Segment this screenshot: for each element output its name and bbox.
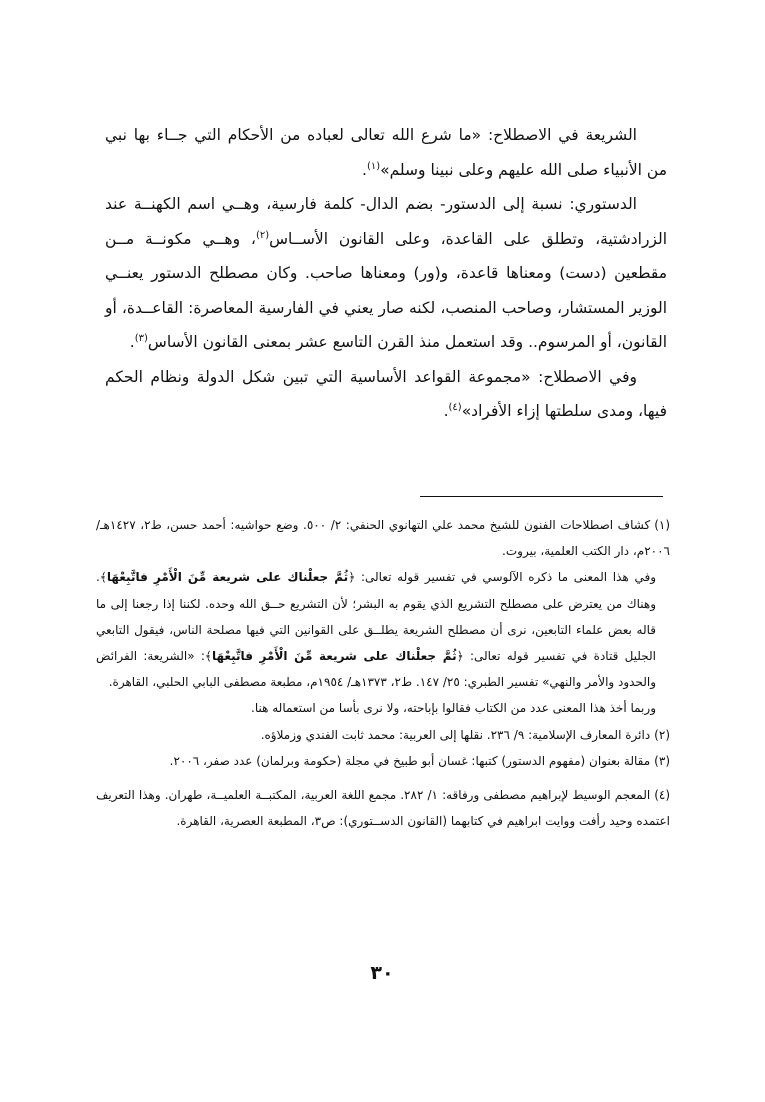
footnote-number: (٤) bbox=[654, 788, 671, 803]
footnote-ref-4[interactable]: (٤) bbox=[448, 401, 462, 413]
paragraph-dastouri-definition bbox=[105, 187, 667, 360]
footnote-3 bbox=[96, 748, 670, 774]
footnote-text: دائرة المعارف الإسلامية: ٩/ ٢٣٦. نقلها إلى العربية: محمد ثابت الفندي وزملاؤه. bbox=[260, 727, 651, 742]
paragraph-text: الدستوري: نسبة إلى الدستور- بضم الدال- كلمة فارسية، وهــي اسم الكهنــة عند الزرادشتية، وتطلق على القاعدة، وعلى القانون الأســاس bbox=[105, 195, 668, 248]
footnote-ref-3[interactable]: (٣) bbox=[134, 332, 148, 344]
footnote-number: (٢) bbox=[654, 727, 670, 742]
footnote-spacer bbox=[96, 774, 670, 782]
main-text bbox=[105, 118, 667, 429]
footnote-text: كشاف اصطلاحات الفنون للشيخ محمد علي التهانوي الحنفي: ٢/ ٥٠٠. وضع حواشيه: أحمد حسن، ط٢، ١٤٢٧هـ/ ٢٠٠٦م، دار الكتب العلمية، بيروت. bbox=[96, 518, 670, 559]
footnote-2 bbox=[96, 722, 670, 748]
quran-verse: ثُمَّ جعلْناك على شريعة مِّنَ الْأَمْرِ فاتَّبِعْهَا bbox=[106, 570, 349, 585]
footnote-separator bbox=[420, 496, 663, 497]
paragraph-text: . bbox=[443, 402, 449, 420]
footnote-1-continuation bbox=[96, 564, 670, 695]
paragraph-text: الشريعة في الاصطلاح: «ما شرع الله تعالى لعباده من الأحكام التي جــاء بها نبي من الأنبياء صلى الله عليهم وعلى نبينا وسلم» bbox=[105, 126, 667, 179]
paragraph-text: . bbox=[362, 160, 367, 179]
paragraph-sharia-definition bbox=[105, 118, 667, 187]
paragraph-constitution-definition bbox=[105, 360, 667, 429]
footnote-1 bbox=[96, 512, 670, 564]
footnote-ref-1[interactable]: (١) bbox=[366, 160, 381, 172]
footnote-1-note bbox=[96, 695, 670, 721]
paragraph-text: . bbox=[129, 333, 135, 351]
footnote-number: (١) bbox=[654, 518, 671, 532]
footnote-number: (٣) bbox=[654, 753, 670, 768]
footnotes bbox=[96, 512, 670, 834]
footnote-text: مقالة بعنوان (مفهوم الدستور) كتبها: غسان أبو طبيخ في مجلة (حكومة وبرلمان) عدد صفر، ٢٠٠٦. bbox=[169, 753, 651, 768]
quran-verse: ثُمَّ جعلْناك على شريعة مِّنَ الْأَمْرِ فاتَّبِعْهَا bbox=[211, 649, 457, 664]
footnote-ref-2[interactable]: (٢) bbox=[255, 229, 270, 241]
footnote-text: ﴾: «الشريعة: الفرائض والحدود والأمر والنهي» تفسير الطبري: ٢٥/ ١٤٧. ط٢، ١٣٧٣هـ/ ١٩٥٤م، مطبعة مصطفى البابي الحلبي، القاهرة. bbox=[96, 649, 656, 690]
page-number: ٣٠ bbox=[370, 962, 394, 984]
footnote-4 bbox=[96, 782, 670, 834]
footnote-text: وربما أخذ هذا المعنى عدد من الكتاب فقالوا بإباحته، ولا نرى بأسا من استعماله هنا. bbox=[251, 701, 656, 716]
footnote-text: وفي هذا المعنى ما ذكره الآلوسي في تفسير قوله تعالى: ﴿ bbox=[348, 570, 657, 585]
paragraph-text: وفي الاصطلاح: «مجموعة القواعد الأساسية التي تبين شكل الدولة ونظام الحكم فيها، ومدى سلطتها إزاء الأفراد» bbox=[105, 367, 667, 420]
footnote-text: ﴾. وهناك من يعترض على مصطلح التشريع الذي يقوم به البشر؛ لأن التشريع حــق الله وحده. لكننا إذا رجعنا إلى ما قاله بعض علماء التابعين، نرى أن مصطلح الشريعة يطلــق على القوانين التي فيها مصلحة الناس، فيقول التابعي الجليل قتادة في تفسير قوله تعالى: ﴿ bbox=[96, 570, 657, 664]
paragraph-text: ، وهــي مكونــة مــن مقطعين (دست) ومعناها قاعدة، و(ور) ومعناها صاحب. وكان مصطلح الدستور يعنــي الوزير المستشار، وصاحب المنصب، لكنه صار يعني في الفارسية المعاصرة: القاعــدة، أو القانون، أو المرسوم.. وقد استعمل منذ القرن التاسع عشر بمعنى القانون الأساس bbox=[105, 229, 667, 351]
footnote-text: المعجم الوسيط لإبراهيم مصطفى ورفاقه: ١/ ٢٨٢. مجمع اللغة العربية، المكتبــة العلميــة، طهران. وهذا التعريف اعتمده وحيد رأفت ووايت ابراهيم في كتابهما (القانون الدســتوري): ص٣، المطبعة العصرية، القاهرة. bbox=[96, 788, 670, 829]
